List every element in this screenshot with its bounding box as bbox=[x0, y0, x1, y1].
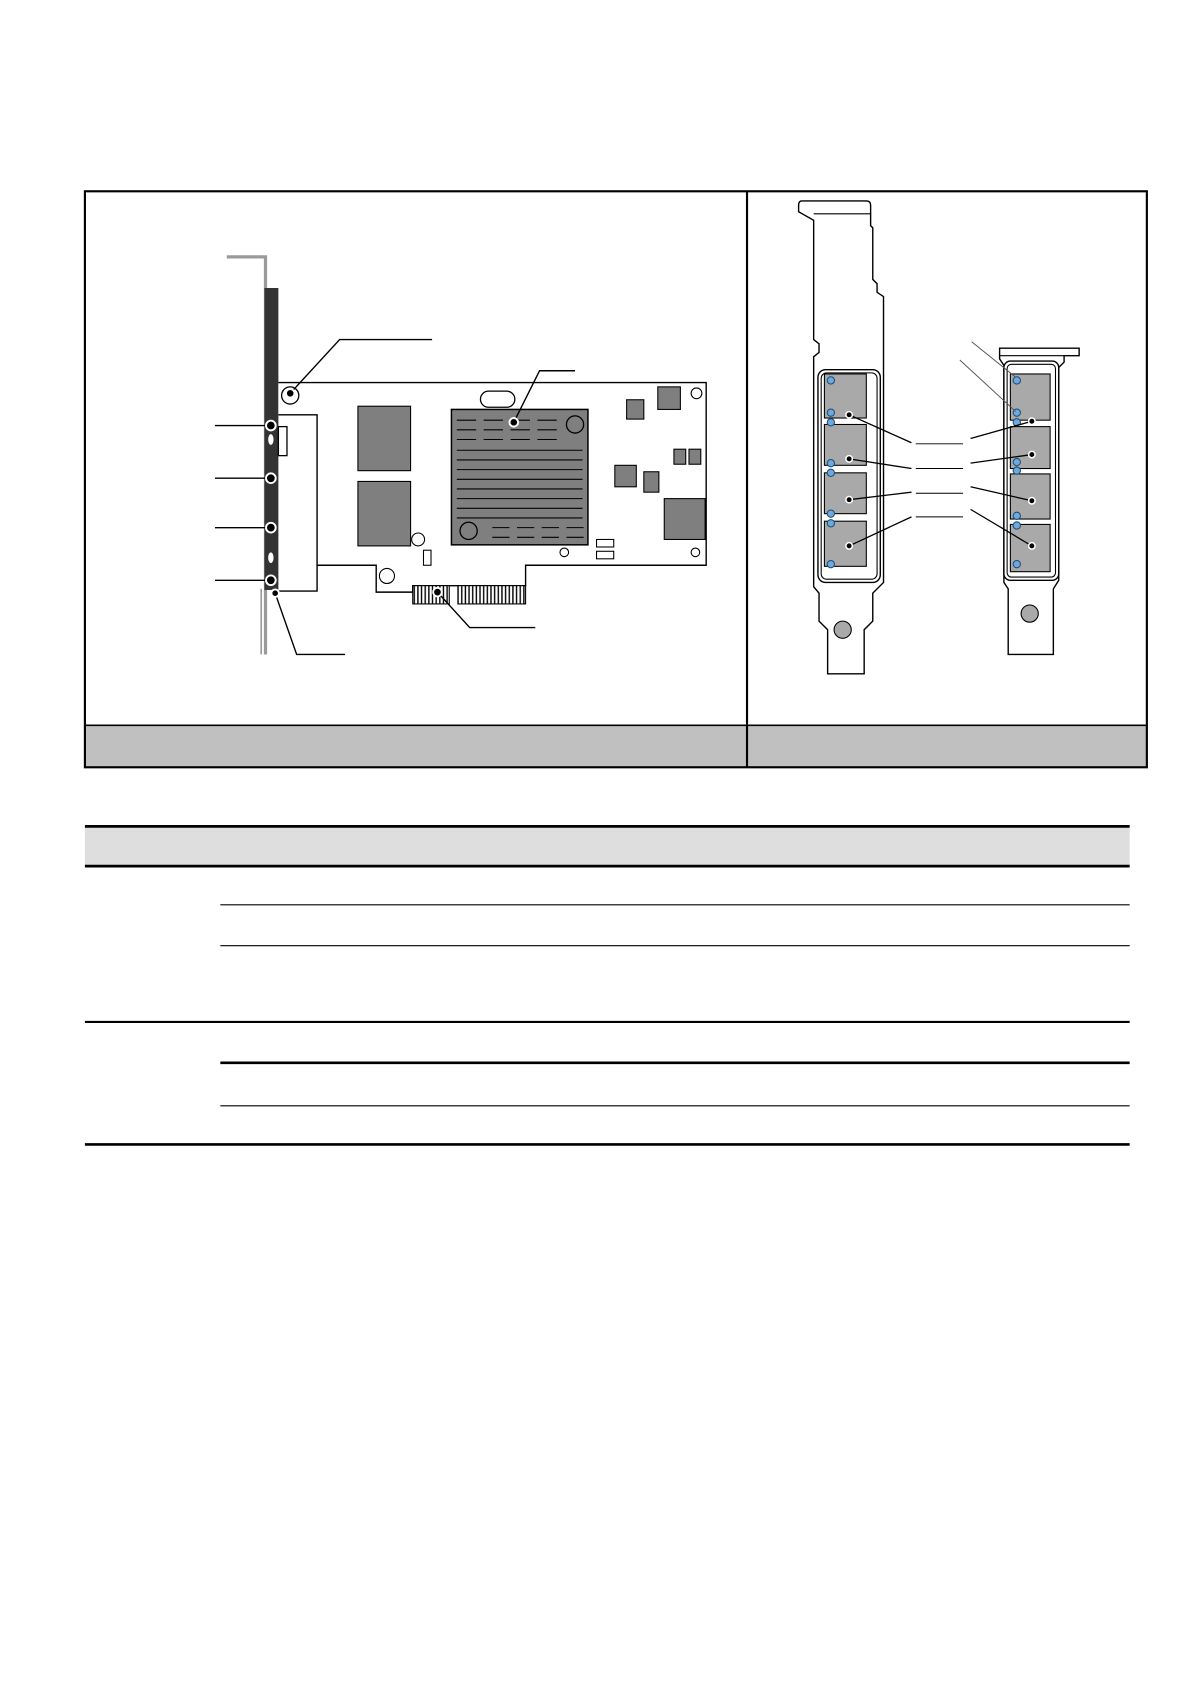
bracket-slot bbox=[268, 434, 273, 445]
heatsink-screw bbox=[460, 522, 477, 539]
pcie-network-adapter-icon bbox=[215, 257, 706, 655]
status-led bbox=[266, 575, 276, 585]
full-height-bracket bbox=[799, 201, 884, 674]
pcb-mount-arm bbox=[278, 565, 317, 591]
rj45-bracket-icon bbox=[799, 201, 1080, 674]
callout-dot bbox=[286, 389, 295, 398]
heatsink-screw bbox=[566, 416, 583, 433]
rj45-port-3 bbox=[824, 473, 866, 514]
callout-bracket bbox=[275, 593, 345, 654]
mounting-hole bbox=[379, 568, 394, 583]
bracket-slot bbox=[268, 552, 273, 563]
caption-band-right bbox=[747, 725, 1147, 767]
port-led bbox=[827, 561, 834, 568]
bracket-tab bbox=[278, 427, 287, 456]
chip bbox=[627, 400, 644, 419]
port-led bbox=[827, 419, 834, 426]
port-led bbox=[827, 510, 834, 517]
edge-connector-short bbox=[413, 586, 450, 604]
callout-dot bbox=[1029, 543, 1035, 549]
callout-dot bbox=[846, 456, 852, 462]
port-led bbox=[1013, 522, 1020, 529]
callout-dot bbox=[1029, 451, 1035, 457]
port-led bbox=[1013, 458, 1020, 465]
caption-band-left bbox=[85, 725, 747, 767]
pcb-slot bbox=[480, 391, 514, 407]
mounting-hole bbox=[691, 548, 700, 557]
port-led bbox=[1013, 377, 1020, 384]
chip bbox=[658, 387, 681, 410]
passive-component bbox=[597, 539, 614, 547]
status-led bbox=[266, 523, 276, 533]
spec-table bbox=[85, 826, 1130, 1144]
bracket-hole bbox=[1021, 605, 1038, 622]
port-led bbox=[1013, 512, 1020, 519]
chip bbox=[689, 449, 701, 464]
chip bbox=[664, 499, 705, 540]
callout-dot bbox=[271, 589, 279, 597]
callout-dot bbox=[846, 543, 852, 549]
table-header bbox=[85, 826, 1130, 866]
edge-connector-long bbox=[458, 586, 526, 604]
low-profile-bracket bbox=[1000, 348, 1080, 654]
port-led bbox=[827, 520, 834, 527]
callout-dot bbox=[846, 412, 852, 418]
port-led bbox=[1013, 467, 1020, 474]
chip bbox=[674, 449, 686, 464]
port-led bbox=[1013, 561, 1020, 568]
mounting-hole bbox=[412, 533, 425, 546]
chip bbox=[615, 465, 636, 486]
passive-component bbox=[597, 551, 614, 559]
chip bbox=[644, 472, 659, 492]
port-led bbox=[827, 469, 834, 476]
status-led bbox=[266, 473, 276, 483]
callout-dot bbox=[433, 588, 442, 597]
memory-chip bbox=[358, 406, 411, 470]
status-led bbox=[266, 421, 276, 431]
callout-dot bbox=[846, 496, 852, 502]
memory-chip bbox=[358, 481, 411, 545]
rj45-port-4 bbox=[824, 521, 866, 566]
heatsink bbox=[451, 409, 588, 544]
port-led bbox=[827, 460, 834, 467]
bracket-outline bbox=[227, 257, 266, 655]
passive-component bbox=[423, 550, 431, 565]
mounting-hole bbox=[560, 548, 569, 557]
port-led bbox=[827, 377, 834, 384]
bracket-hole bbox=[834, 621, 851, 638]
port-led bbox=[827, 409, 834, 416]
mounting-hole bbox=[691, 388, 702, 399]
callout-dot bbox=[1029, 418, 1035, 424]
callout-dot bbox=[509, 418, 518, 427]
callout-dot bbox=[1029, 498, 1035, 504]
